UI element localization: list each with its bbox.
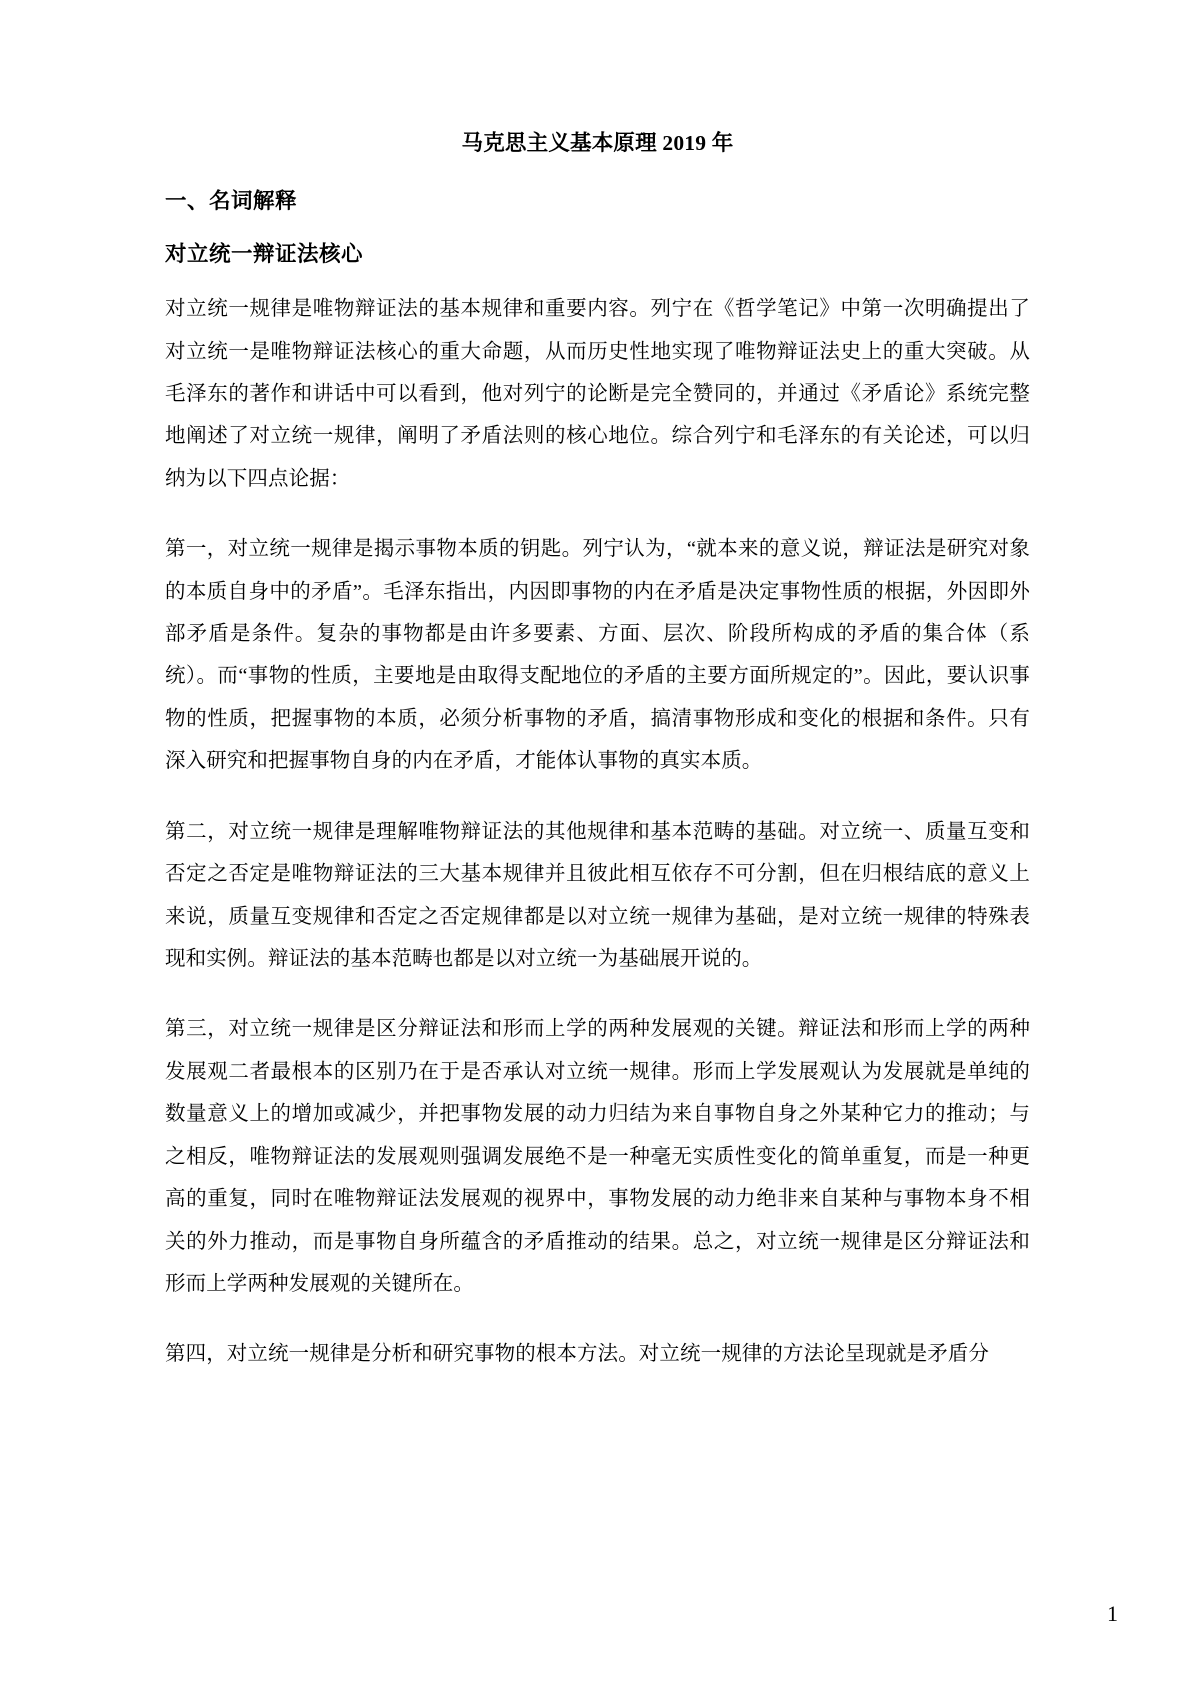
paragraph-point-3: 第三，对立统一规律是区分辩证法和形而上学的两种发展观的关键。辩证法和形而上学的两种发展观二者最根本的区别乃在于是否承认对立统一规律。形而上学发展观认为发展就是单纯的数量意义上的增加或减少，并把事物发展的动力归结为来自事物自身之外某种它力的推动；与之相反，唯物辩证法的发展观则强调发展绝不是一种毫无实质性变化的简单重复，而是一种更高的重复，同时在唯物辩证法发展观的视界中，事物发展的动力绝非来自某种与事物本身不相关的外力推动，而是事物自身所蕴含的矛盾推动的结果。总之，对立统一规律是区分辩证法和形而上学两种发展观的关键所在。: [165, 1018, 1030, 1295]
sub-heading: 对立统一辩证法核心: [165, 242, 364, 267]
paragraph-point-1: 第一，对立统一规律是揭示事物本质的钥匙。列宁认为，“就本来的意义说，辩证法是研究对象的本质自身中的矛盾”。毛泽东指出，内因即事物的内在矛盾是决定事物性质的根据，外因即外部矛盾是条件。复杂的事物都是由许多要素、方面、层次、阶段所构成的矛盾的集合体（系统）。而“事物的性质，主要地是由取得支配地位的矛盾的主要方面所规定的”。因此，要认识事物的性质，把握事物的本质，必须分析事物的矛盾，搞清事物形成和变化的根据和条件。只有深入研究和把握事物自身的内在矛盾，才能体认事物的真实本质。: [165, 538, 1030, 773]
paragraph-intro: 对立统一规律是唯物辩证法的基本规律和重要内容。列宁在《哲学笔记》中第一次明确提出了对立统一是唯物辩证法核心的重大命题，从而历史性地实现了唯物辩证法史上的重大突破。从毛泽东的著作和讲话中可以看到，他对列宁的论断是完全赞同的，并通过《矛盾论》系统完整地阐述了对立统一规律，阐明了矛盾法则的核心地位。综合列宁和毛泽东的有关论述，可以归纳为以下四点论据：: [165, 298, 1030, 490]
section-heading: 一、名词解释: [165, 189, 298, 214]
paragraph-point-2: 第二，对立统一规律是理解唯物辩证法的其他规律和基本范畴的基础。对立统一、质量互变和否定之否定是唯物辩证法的三大基本规律并且彼此相互依存不可分割，但在归根结底的意义上来说，质量互变规律和否定之否定规律都是以对立统一规律为基础，是对立统一规律的特殊表现和实例。辩证法的基本范畴也都是以对立统一为基础展开说的。: [165, 820, 1030, 970]
page-number: 1: [1107, 1601, 1118, 1626]
paragraph-point-4: 第四，对立统一规律是分析和研究事物的根本方法。对立统一规律的方法论呈现就是矛盾分: [165, 1343, 989, 1366]
document-title: 马克思主义基本原理 2019 年: [461, 131, 734, 155]
